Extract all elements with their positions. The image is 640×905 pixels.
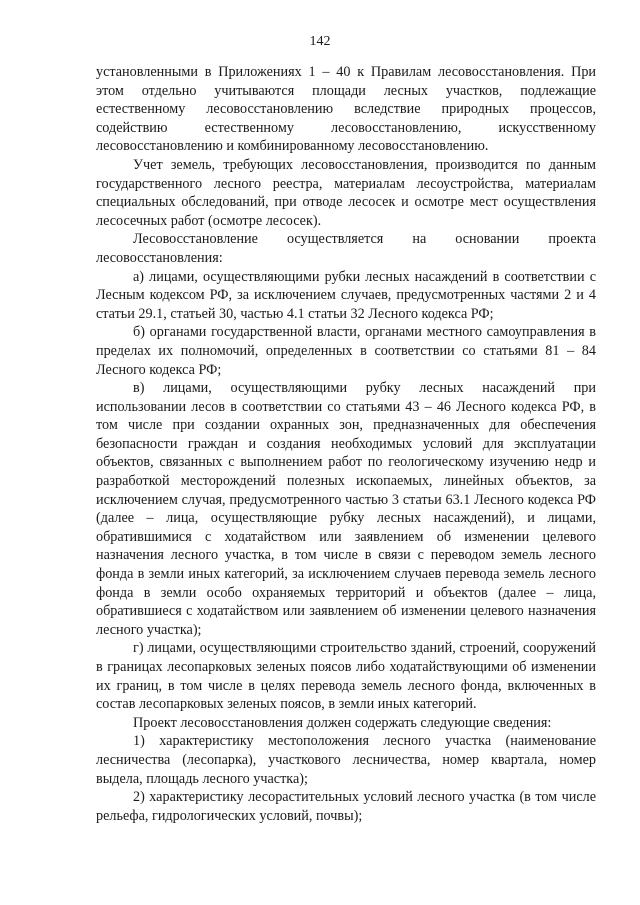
list-item-g: г) лицами, осуществляющими строительство зданий, строений, сооружений в границах лесопарковых зеленых поясов либо ходатайствующими об изменении их границ, в том числе в целях перевода земель лесного фонда, включенных в состав лесопарковых зеленых поясов, в земли иных категорий. bbox=[96, 640, 596, 713]
list-item-b: б) органами государственной власти, органами местного самоуправления в пределах их полномочий, определенных в соответствии со статьями 81 – 84 Лесного кодекса РФ; bbox=[96, 324, 596, 378]
document-body bbox=[96, 63, 596, 825]
list-item-2: 2) характеристику лесорастительных условий лесного участка (в том числе рельефа, гидрологических условий, почвы); bbox=[96, 789, 596, 824]
paragraph-continuation: установленными в Приложениях 1 – 40 к Правилам лесовосстановления. При этом отдельно учитываются площади лесных участков, подлежащие естественному лесовосстановлению вследствие природных процессов, содействию естественному лесовосстановлению, искусственному лесовосстановлению и комбинированному лесовосстановлению. bbox=[96, 64, 596, 155]
list-item-v: в) лицами, осуществляющими рубку лесных насаждений при использовании лесов в соответствии со статьями 43 – 46 Лесного кодекса РФ, в том числе при создании охранных зон, предназначенных для обеспечения безопасности граждан и создания необходимых условий для эксплуатации объектов, связанных с выполнением работ по геологическому изучению недр и разработкой месторождений полезных ископаемых, линейных объектов, за исключением случая, предусмотренного частью 3 статьи 63.1 Лесного кодекса РФ (далее – лица, осуществляющие рубку лесных насаждений), и лицами, обратившимися с ходатайством или заявлением об изменении целевого назначения лесного участка, в том числе в связи с переводом земель лесного фонда в земли иных категорий, за исключением случаев перевода земель лесного фонда в земли особо охраняемых территорий и объектов (далее – лица, обратившиеся с ходатайством или заявлением об изменении целевого назначения лесного участка); bbox=[96, 380, 596, 638]
page-number: 142 bbox=[309, 34, 331, 49]
paragraph-project-contents: Проект лесовосстановления должен содержать следующие сведения: bbox=[133, 714, 552, 731]
list-item-1: 1) характеристику местоположения лесного участка (наименование лесничества (лесопарка), участкового лесничества, номер квартала, номер выдела, площадь лесного участка); bbox=[96, 733, 596, 787]
paragraph-basis: Лесовосстановление осуществляется на основании проекта лесовосстановления: bbox=[96, 231, 596, 266]
paragraph-accounting: Учет земель, требующих лесовосстановления, производится по данным государственного лесного реестра, материалам лесоустройства, материалам специальных обследований, при отводе лесосек и осмотре мест осуществления лесосечных работ (осмотре лесосек). bbox=[96, 156, 596, 229]
list-item-a: а) лицами, осуществляющими рубки лесных насаждений в соответствии с Лесным кодексом РФ, за исключением случаев, предусмотренных частями 2 и 4 статьи 29.1, статьей 30, частью 4.1 статьи 32 Лесного кодекса РФ; bbox=[96, 268, 596, 322]
